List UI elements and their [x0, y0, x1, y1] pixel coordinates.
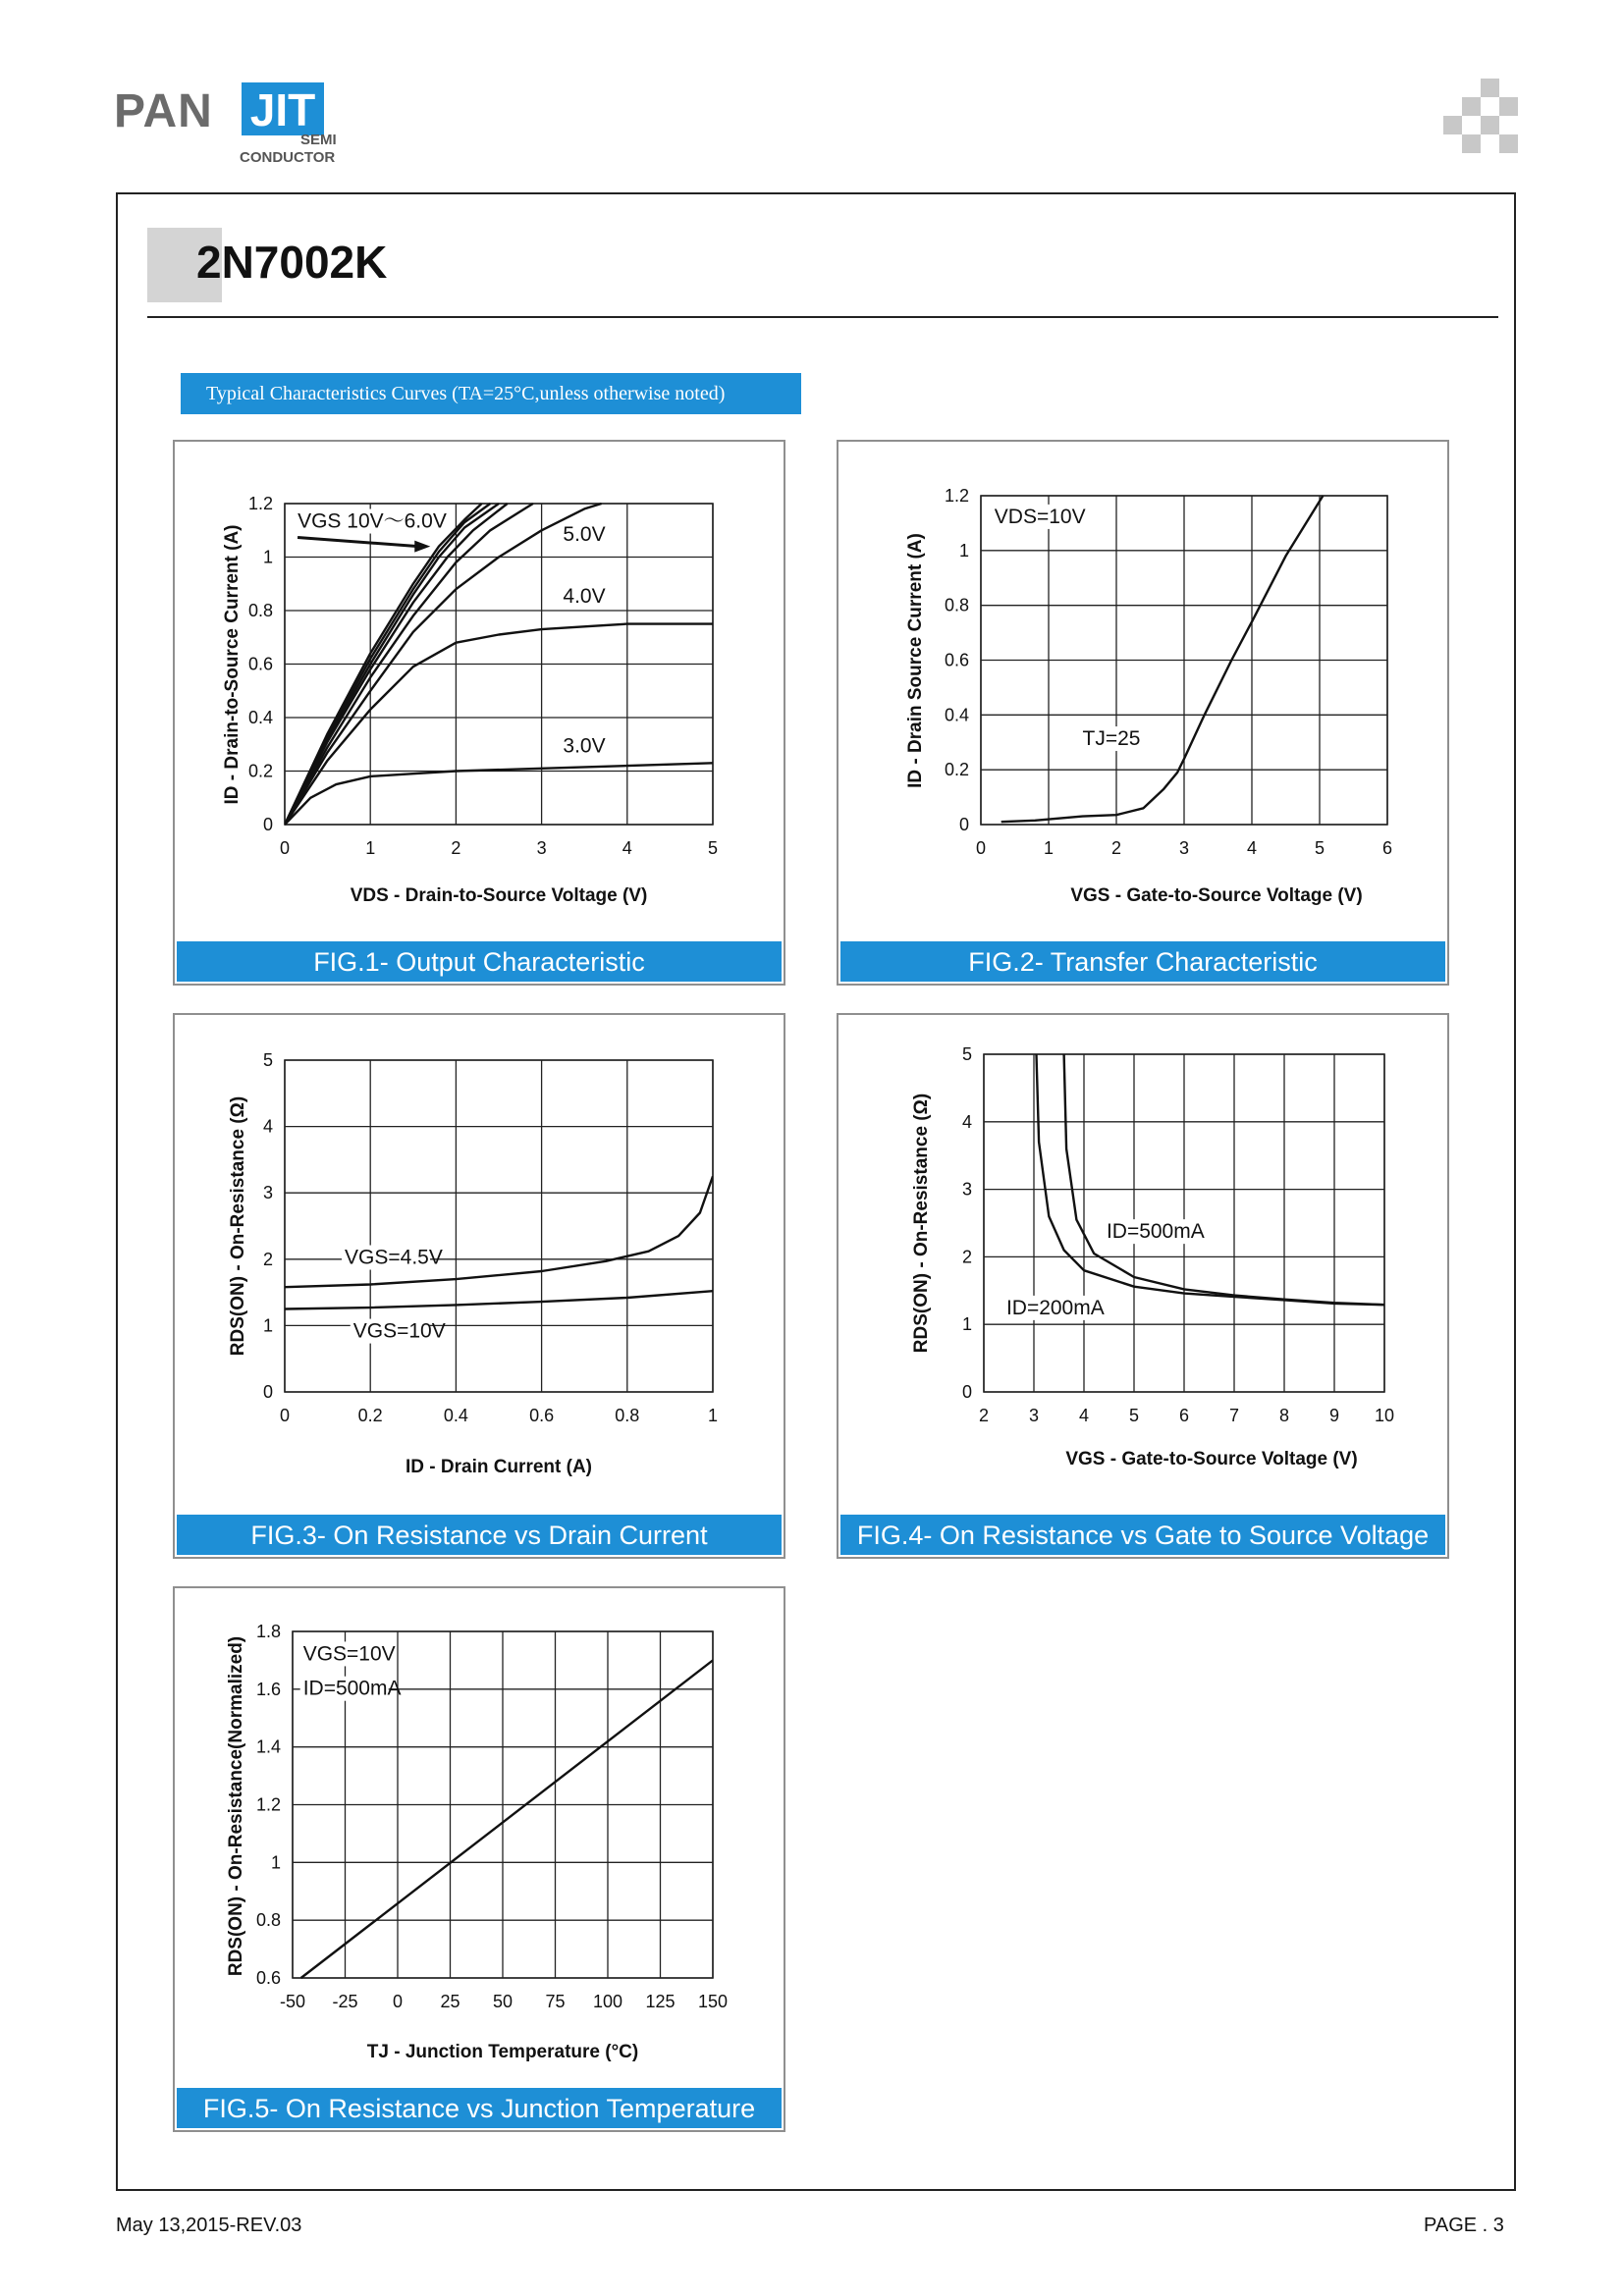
fig5-xtick-label: 25	[440, 1992, 460, 2011]
fig1-xtick-label: 3	[536, 838, 547, 858]
logo-jit-text: JIT	[242, 82, 324, 135]
fig2-ytick-label: 0	[958, 815, 969, 834]
fig3-xtick-label: 0.8	[615, 1406, 640, 1425]
fig4-chart	[839, 1015, 1447, 1516]
fig5-ytick-label: 1	[270, 1852, 281, 1873]
fig5-xtick-label: 150	[697, 1992, 729, 2011]
fig2-ytick-label: 0.6	[944, 650, 969, 670]
fig5-series-0	[301, 1660, 713, 1978]
fig1-annotation-3: 3.0V	[563, 734, 606, 758]
checker-decoration	[1443, 79, 1518, 153]
fig2-xtick-label: 5	[1314, 838, 1325, 858]
fig1-annotation-arrowhead	[414, 541, 430, 553]
fig1-series-6	[285, 624, 713, 825]
fig2-ytick-label: 0.8	[944, 595, 969, 615]
fig3-panel	[173, 1013, 785, 1559]
fig1-xtick-label: 1	[365, 838, 376, 858]
fig2-caption: FIG.2- Transfer Characteristic	[840, 941, 1445, 982]
fig3-x-axis-label: ID - Drain Current (A)	[406, 1457, 592, 1477]
fig2-xtick-label: 6	[1381, 838, 1393, 858]
fig4-y-axis-label: RDS(ON) - On-Resistance (Ω)	[911, 1093, 932, 1354]
fig4-series-1	[1064, 1054, 1384, 1305]
fig3-xtick-label: 0.6	[529, 1406, 555, 1425]
fig5-xtick-label: 75	[545, 1992, 566, 2011]
fig1-xtick-label: 5	[707, 838, 719, 858]
footer-page-number: PAGE . 3	[1424, 2215, 1504, 2236]
fig2-ytick-label: 0.2	[944, 760, 969, 780]
logo-conductor-text: CONDUCTOR	[240, 149, 336, 166]
fig4-ytick-label: 5	[961, 1044, 972, 1064]
fig4-xtick-label: 2	[978, 1406, 990, 1425]
fig4-panel	[837, 1013, 1449, 1559]
fig4-xtick-label: 5	[1128, 1406, 1140, 1425]
fig3-caption: FIG.3- On Resistance vs Drain Current	[177, 1515, 782, 1555]
fig2-annotation-0: VDS=10V	[994, 505, 1086, 528]
fig1-ytick-label: 1.2	[247, 494, 273, 513]
fig5-panel	[173, 1586, 785, 2132]
fig1-xtick-label: 2	[451, 838, 461, 858]
fig3-ytick-label: 0	[262, 1382, 273, 1402]
fig5-annotation-0: VGS=10V	[302, 1642, 396, 1666]
fig2-annotation-1: TJ=25	[1082, 727, 1141, 751]
fig4-series-0	[1037, 1054, 1385, 1305]
footer-date-revision: May 13,2015-REV.03	[116, 2215, 302, 2236]
fig3-ytick-label: 1	[262, 1315, 273, 1336]
part-number-title: 2N7002K	[196, 237, 388, 288]
fig1-annotation-1: 5.0V	[563, 523, 606, 547]
fig4-ytick-label: 4	[961, 1111, 972, 1132]
fig1-series-7	[285, 763, 713, 825]
fig3-ytick-label: 5	[262, 1050, 273, 1070]
fig3-y-axis-label: RDS(ON) - On-Resistance (Ω)	[228, 1095, 248, 1357]
fig5-y-axis-label: RDS(ON) - On-Resistance(Normalized)	[226, 1635, 246, 1977]
fig2-panel	[837, 440, 1449, 986]
logo-semi-text: SEMI	[300, 132, 337, 148]
fig1-ytick-label: 0.6	[247, 654, 273, 674]
fig5-xtick-label: 100	[592, 1992, 623, 2011]
logo-pan-text: PAN	[114, 85, 213, 137]
fig5-annotation-1: ID=500mA	[302, 1677, 402, 1700]
fig5-xtick-label: -25	[332, 1992, 358, 2011]
typical-curves-banner: Typical Characteristics Curves (TA=25°C,unless otherwise noted)	[181, 373, 801, 414]
title-rule	[147, 316, 1498, 318]
fig1-y-axis-label: ID - Drain-to-Source Current (A)	[222, 524, 243, 805]
fig2-xtick-label: 4	[1246, 838, 1258, 858]
fig3-chart	[175, 1015, 784, 1516]
fig3-ytick-label: 4	[262, 1116, 273, 1137]
fig4-x-axis-label: VGS - Gate-to-Source Voltage (V)	[1065, 1449, 1358, 1469]
fig1-x-axis-label: VDS - Drain-to-Source Voltage (V)	[350, 885, 648, 906]
fig4-xtick-label: 3	[1028, 1406, 1040, 1425]
fig2-y-axis-label: ID - Drain Source Current (A)	[905, 533, 926, 788]
fig2-ytick-label: 1	[958, 540, 969, 561]
fig3-xtick-label: 0.4	[443, 1406, 468, 1425]
fig1-caption: FIG.1- Output Characteristic	[177, 941, 782, 982]
fig4-xtick-label: 7	[1228, 1406, 1240, 1425]
fig5-xtick-label: -50	[279, 1992, 306, 2011]
fig2-ytick-label: 0.4	[944, 705, 969, 725]
fig2-xtick-label: 2	[1110, 838, 1122, 858]
fig1-annotation-arrow	[298, 538, 418, 547]
fig5-xtick-label: 0	[392, 1992, 404, 2011]
fig1-ytick-label: 1	[262, 547, 273, 567]
fig4-annotation-0: ID=500mA	[1106, 1220, 1205, 1244]
fig3-annotation-0: VGS=4.5V	[345, 1246, 443, 1269]
fig1-ytick-label: 0.2	[247, 761, 273, 781]
fig4-xtick-label: 9	[1328, 1406, 1340, 1425]
fig4-ytick-label: 3	[961, 1179, 972, 1200]
fig3-xtick-label: 0.2	[357, 1406, 383, 1425]
fig3-series-1	[285, 1291, 713, 1308]
fig4-ytick-label: 2	[961, 1247, 972, 1267]
fig5-ytick-label: 0.6	[255, 1968, 281, 1988]
fig1-chart	[175, 442, 784, 942]
fig4-ytick-label: 1	[961, 1314, 972, 1335]
fig3-plot-frame	[285, 1060, 713, 1392]
fig4-caption: FIG.4- On Resistance vs Gate to Source Voltage	[840, 1515, 1445, 1555]
fig1-xtick-label: 4	[622, 838, 632, 858]
fig1-ytick-label: 0.4	[247, 708, 273, 727]
fig5-ytick-label: 1.6	[255, 1679, 281, 1699]
panjit-logo	[114, 77, 359, 171]
fig1-annotation-2: 4.0V	[563, 584, 606, 608]
fig4-xtick-label: 8	[1278, 1406, 1290, 1425]
fig1-annotation-0: VGS 10V～6.0V	[298, 509, 447, 533]
fig4-ytick-label: 0	[961, 1382, 972, 1402]
fig5-xtick-label: 50	[492, 1992, 514, 2011]
fig3-xtick-label: 0	[279, 1406, 291, 1425]
fig2-ytick-label: 1.2	[944, 486, 969, 506]
fig4-xtick-label: 10	[1374, 1406, 1395, 1425]
fig2-xtick-label: 0	[975, 838, 987, 858]
fig2-xtick-label: 3	[1178, 838, 1190, 858]
fig5-x-axis-label: TJ - Junction Temperature (°C)	[366, 2042, 639, 2062]
fig2-xtick-label: 1	[1043, 838, 1055, 858]
fig2-series-0	[1001, 496, 1324, 822]
fig4-annotation-1: ID=200mA	[1005, 1296, 1105, 1319]
fig3-annotation-1: VGS=10V	[352, 1319, 446, 1343]
fig3-ytick-label: 2	[262, 1249, 273, 1269]
fig5-ytick-label: 1.2	[255, 1794, 281, 1815]
fig1-ytick-label: 0	[262, 815, 273, 834]
fig3-xtick-label: 1	[707, 1406, 719, 1425]
fig4-xtick-label: 6	[1178, 1406, 1190, 1425]
fig2-x-axis-label: VGS - Gate-to-Source Voltage (V)	[1070, 885, 1363, 906]
fig4-xtick-label: 4	[1078, 1406, 1090, 1425]
fig1-panel	[173, 440, 785, 986]
fig5-ytick-label: 0.8	[255, 1910, 281, 1931]
fig2-chart	[839, 442, 1447, 942]
fig3-ytick-label: 3	[262, 1183, 273, 1203]
fig5-ytick-label: 1.4	[255, 1736, 281, 1757]
fig5-chart	[175, 1588, 784, 2089]
fig1-ytick-label: 0.8	[247, 601, 273, 620]
fig1-xtick-label: 0	[279, 838, 291, 858]
fig5-caption: FIG.5- On Resistance vs Junction Temperature	[177, 2088, 782, 2128]
fig5-xtick-label: 125	[645, 1992, 676, 2011]
fig5-ytick-label: 1.8	[255, 1622, 281, 1641]
